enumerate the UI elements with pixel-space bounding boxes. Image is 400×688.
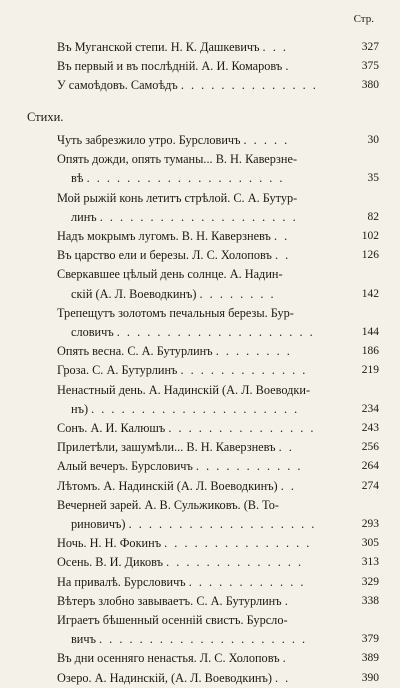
page-number: 144 (361, 326, 379, 339)
dot-leader: . . . . . . . . . . . . . . . . . . . . (116, 325, 315, 340)
page-number: 186 (361, 345, 379, 358)
page-number: 35 (367, 172, 379, 185)
entry-title: Гроза. С. А. Бутурлинъ (57, 363, 178, 378)
entry-title: Лѣтомъ. А. Надинскій (А. Л. Воеводкинъ) (57, 478, 278, 493)
entry-title-continuation: нъ) (71, 401, 89, 416)
toc-entry (57, 361, 379, 380)
toc-entry (57, 496, 379, 534)
entry-title: Трепещутъ золотомъ печальныя березы. Бур- (57, 305, 294, 320)
page-number: 390 (361, 671, 379, 684)
page-number: 338 (361, 594, 379, 607)
dot-leader: . . . . . . . . . . . . . . . . . . . (128, 517, 317, 532)
entry-title: Въ первый и въ послѣдній. А. И. Комаровъ (57, 59, 283, 74)
toc-entry (57, 381, 379, 419)
page-number: 142 (361, 287, 379, 300)
dot-leader: . . . . . . . . . . . . . . (180, 78, 318, 93)
dot-leader: . . (275, 670, 291, 685)
section-title-poems: Стихи. (27, 110, 64, 124)
dot-leader: . . . (262, 40, 288, 54)
page-number: 243 (361, 422, 379, 435)
entry-title: Опять дожди, опять туманы... В. Н. Каверзне- (57, 152, 298, 167)
toc-entry (57, 477, 379, 496)
toc-entry (57, 669, 379, 688)
page-number: 219 (361, 364, 379, 377)
dot-leader: . (285, 59, 291, 74)
dot-leader: . . . . . . . . (215, 344, 292, 359)
toc-entry (57, 76, 379, 95)
page-number: 82 (367, 210, 379, 223)
toc-entry (57, 592, 379, 611)
dot-leader: . . . . . . . . . . . . (188, 574, 306, 589)
toc-entry (57, 611, 379, 649)
toc-entry (57, 649, 379, 668)
toc-entry (57, 553, 379, 572)
toc-entry (57, 304, 379, 342)
entry-title: Сонъ. А. И. Калюшъ (57, 421, 166, 436)
dot-leader: . (284, 593, 290, 608)
page-number: 234 (361, 402, 379, 415)
dot-leader: . . . . . . . . . . . . . (180, 363, 308, 378)
entry-title-continuation: скій (А. Л. Воеводкинъ) (71, 286, 197, 301)
page-column-label: Стр. (353, 13, 374, 25)
toc-entry (57, 189, 379, 227)
toc-entry (57, 438, 379, 457)
entry-title-continuation: риновичъ) (71, 517, 126, 532)
toc-entry (57, 131, 379, 150)
toc-entry (57, 38, 379, 57)
entry-title: Вѣтеръ злобно завываетъ. С. А. Бутурлинъ (57, 593, 282, 608)
entry-title: Въ царство ели и березы. Л. С. Холоповъ (57, 248, 272, 263)
entry-title-continuation: вичъ (71, 632, 96, 647)
page-number: 305 (361, 537, 379, 550)
toc-entry (57, 534, 379, 553)
page-number: 256 (361, 441, 379, 454)
entry-title: Играетъ бѣшенный осенній свистъ. Бурсло- (57, 613, 288, 628)
entry-title: Вечерней зарей. А. В. Сульжиковъ. (В. То- (57, 497, 279, 512)
page-number: 126 (361, 249, 379, 262)
toc-entry (57, 150, 379, 188)
entry-title-continuation: вѣ (71, 171, 84, 186)
dot-leader: . . . . . . . . . . . . . . . . . . . . (99, 209, 298, 224)
entry-title: Осень. В. И. Диковъ (57, 555, 163, 570)
toc-entry (57, 57, 379, 76)
dot-leader: . (282, 651, 288, 666)
entry-title: Мой рыжій конь летитъ стрѣлой. С. А. Бутур- (57, 190, 298, 205)
toc-entry (57, 265, 379, 303)
dot-leader: . . . . . . . . . . . . . . . . . . . . . (91, 401, 300, 416)
entry-title: Чуть забрезжило утро. Бурсловичъ (57, 133, 241, 147)
toc-entry (57, 457, 379, 476)
page-number: 264 (361, 460, 379, 473)
dot-leader: . . . . . . . . (199, 286, 276, 301)
entry-title: Ночь. Н. Н. Фокинъ (57, 536, 162, 551)
dot-leader: . . (280, 478, 296, 493)
toc-entry (57, 419, 379, 438)
dot-leader: . . (274, 248, 291, 263)
entry-title: Алый вечеръ. Бурсловичъ (57, 459, 193, 474)
entry-title-continuation: линъ (71, 209, 97, 224)
dot-leader: . . . . . . . . . . . . . . . (164, 536, 312, 551)
entry-title: Прилетѣли, зашумѣли... В. Н. Каверзневъ (57, 440, 276, 455)
page-number: 379 (361, 633, 379, 646)
page-number: 380 (361, 79, 379, 92)
toc-entry (57, 573, 379, 592)
entry-title-continuation: словичъ (71, 325, 114, 340)
page-number: 293 (361, 518, 379, 531)
dot-leader: . . . . . . . . . . . . . . . (168, 421, 316, 436)
page-number: 327 (361, 41, 379, 53)
entry-title: Опять весна. С. А. Бутурлинъ (57, 344, 213, 359)
entry-title: Сверкавшее цѣлый день солнце. А. Надин- (57, 267, 283, 282)
dot-leader: . . . . . (243, 133, 290, 147)
dot-leader: . . (278, 440, 294, 455)
dot-leader: . . . . . . . . . . . . . . (166, 555, 304, 570)
toc-entry (57, 342, 379, 361)
toc-entry (57, 227, 379, 246)
prose-entries (57, 38, 379, 96)
page-number: 102 (361, 230, 379, 243)
dot-leader: . . . . . . . . . . . . . . . . . . . . . (99, 632, 308, 647)
toc-entry (57, 246, 379, 265)
dot-leader: . . . . . . . . . . . (195, 459, 303, 474)
entry-title: У самоѣдовъ. Самоѣдъ (57, 78, 178, 93)
dot-leader: . . (273, 229, 290, 244)
page-number: 313 (361, 556, 379, 569)
page-number: 375 (361, 60, 379, 73)
page-number: 274 (361, 479, 379, 492)
page-number: 329 (361, 575, 379, 588)
poem-entries (57, 131, 379, 688)
page-number: 389 (361, 652, 379, 665)
entry-title: Надъ мокрымъ лугомъ. В. Н. Каверзневъ (57, 229, 271, 244)
entry-title: Ненастный день. А. Надинскій (А. Л. Воеводки- (57, 382, 311, 397)
entry-title: Въ Муганской степи. Н. К. Дашкевичъ (57, 40, 260, 54)
dot-leader: . . . . . . . . . . . . . . . . . . . . (86, 171, 285, 186)
entry-title: На привалѣ. Бурсловичъ (57, 574, 186, 589)
entry-title: Въ дни осенняго ненастья. Л. С. Холоповъ (57, 651, 280, 666)
entry-title: Озеро. А. Надинскій, (А. Л. Воеводкинъ) (57, 670, 272, 685)
page-number: 30 (367, 134, 379, 146)
